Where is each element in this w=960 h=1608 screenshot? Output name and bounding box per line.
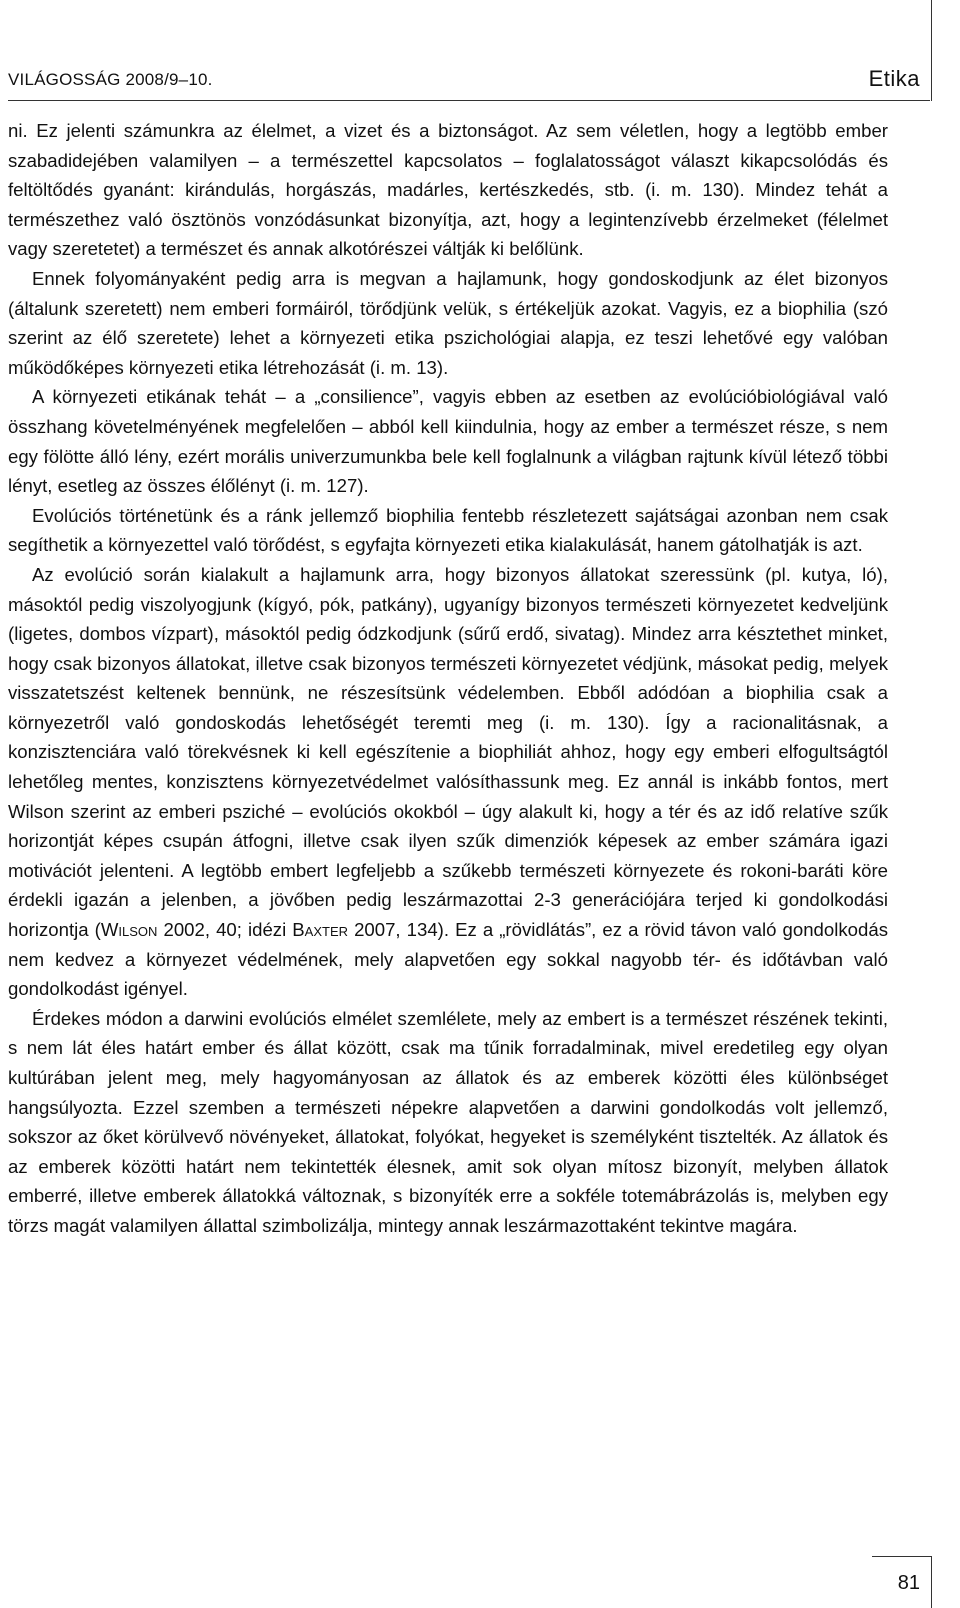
header-rule-vertical — [931, 0, 932, 101]
footer-rule-vertical — [931, 1556, 932, 1608]
running-header-section: Etika — [868, 66, 920, 91]
paragraph-1: ni. Ez jelenti számunkra az élelmet, a vizet és a biztonságot. Az sem véletlen, hogy a legtöbb ember szabadidejében valamilyen – a természettel kapcsolatos – foglalatosságot választ kikapcsolódás és feltöltődés gyanánt: kirándulás, horgászás, madárles, kertészkedés, stb. (i. m. 130). Mindez tehát a természethez való ösztönös vonzódásunkat bizonyítja, azt, hogy a legintenzívebb érzelmeket (félelmet vagy szeretetet) a természet és annak alkotórészei váltják ki belőlünk. — [8, 120, 888, 260]
paragraph-5 — [8, 560, 888, 1004]
article-body — [8, 116, 888, 1241]
citation-author-wilson: Wilson — [100, 919, 158, 941]
header-rule — [8, 100, 930, 101]
paragraph-5-text-c: 2007, 134). Ez a „rövidlátás”, ez a rövid távon való gondolkodás nem kedvez a környezet védelmének, mely alapvetően egy sokkal nagyobb tér- és időtávban való gondolkodást igényel. — [8, 919, 888, 1000]
citation-author-baxter: Baxter — [292, 919, 349, 941]
paragraph-2: Ennek folyományaként pedig arra is megvan a hajlamunk, hogy gondoskodjunk az élet bizonyos (általunk szeretett) nem emberi formáiról, törődjünk velük, s értékeljük azokat. Vagyis, ez a biophilia (szó szerint az élő szeretete) lehet a környezeti etika pszichológiai alapja, ez teszi lehetővé egy valóban működőképes környezeti etika létrehozását (i. m. 13). — [8, 267, 888, 378]
paragraph-5-text-b: 2002, 40; idézi — [157, 919, 293, 941]
paragraph-6: Érdekes módon a darwini evolúciós elmélet szemlélete, mely az embert is a természet részének tekinti, s nem lát éles határt ember és állat között, csak ma tűnik forradalminak, mivel eredetileg egy olyan kultúrában jelent meg, mely hagyományosan az állatok és az emberek közötti éles különbséget hangsúlyozta. Ezzel szemben a természeti népekre alapvetően a darwini gondolkodás volt jellemző, sokszor az őket körülvevő növényeket, állatokat, folyókat, hegyeket is személyként tisztelték. Az állatok és az emberek közötti határt nem tekintették élesnek, amit sok olyan mítosz bizonyít, melyben állatok emberré, illetve emberek állatokká változnak, s bizonyíték erre a sokféle totemábrázolás is, melyben egy törzs magát valamilyen állattal szimbolizálja, mintegy annak leszármazottaként tekintve magára. — [8, 1007, 888, 1236]
paragraph-5-text-a: Az evolúció során kialakult a hajlamunk arra, hogy bizonyos állatokat szeressünk (pl. kutya, ló), másoktól pedig viszolyogjunk (kígyó, pók, patkány), ugyanígy bizonyos természeti környezetet kedveljünk (ligetes, dombos vízpart), másoktól pedig ódzkodjunk (sűrű erdő, sivatag). Mindez arra késztethet minket, hogy csak bizonyos állatokat, illetve csak bizonyos természeti környezetet védjünk, másokat pedig, melyek visszatetszést keltenek bennünk, ne részesítsünk védelemben. Ebből adódóan a biophilia csak a környezetről való gondoskodás lehetőségét teremti meg (i. m. 130). Így a racionalitásnak, a konzisztenciára való törekvésnek ki kell egészítenie a biophiliát ahhoz, hogy egy emberi elfogultságtól lehetőleg mentes, konzisztens környezetvédelmet valósíthassunk meg. Ez annál is inkább fontos, mert Wilson szerint az emberi psziché – evolúciós okokból – úgy alakult ki, hogy a tér és az idő relatíve szűk horizontját képes csupán átfogni, illetve csak ilyen szűk dimenziók képesek az ember számára igazi motivációt jelenteni. A legtöbb embert legfeljebb a szűkebb természeti környezete és rokoni-baráti köre érdekli igazán a jelenben, a jövőben pedig leszármazottai 2-3 generációjára terjed ki gondolkodási horizontja ( — [8, 563, 888, 941]
footer-rule — [872, 1556, 932, 1557]
paragraph-3: A környezeti etikának tehát – a „consilience”, vagyis ebben az esetben az evolúcióbiológiával való összhang követelményének megfelelően – abból kell kiindulnia, hogy az ember a természet része, s nem egy fölötte álló lény, ezért morális univerzumunkba bele kell foglalnunk a világban rajtunk kívül létező többi lényt, esetleg az összes élőlényt (i. m. 127). — [8, 386, 888, 497]
page-number: 81 — [897, 1572, 920, 1594]
paragraph-4: Evolúciós történetünk és a ránk jellemző biophilia fentebb részletezett sajátságai azonban nem csak segíthetik a környezettel való törődést, s egyfajta környezeti etika kialakulását, hanem gátolhatják is azt. — [8, 504, 888, 556]
running-header-journal: VILÁGOSSÁG 2008/9–10. — [8, 70, 213, 89]
